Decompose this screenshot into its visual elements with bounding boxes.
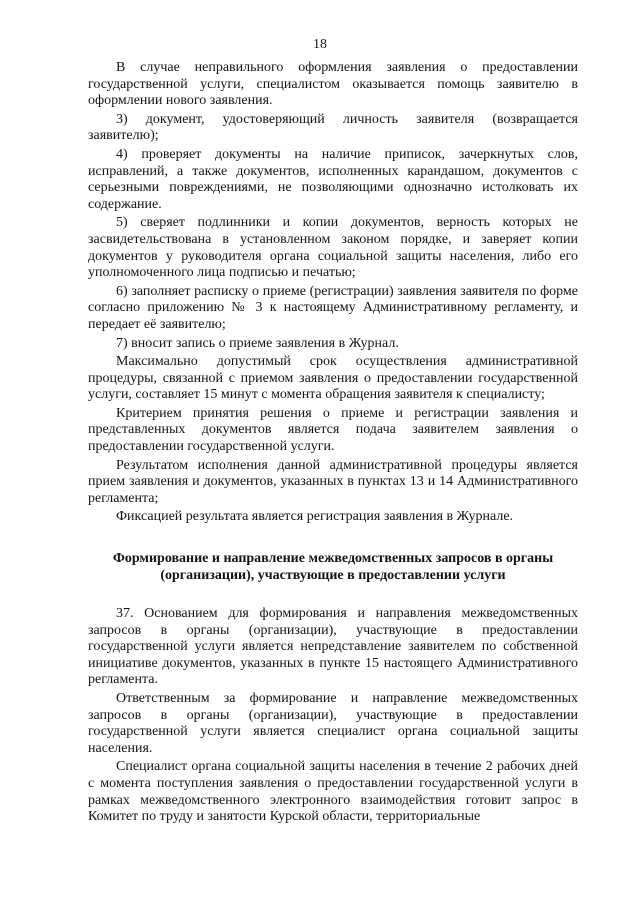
paragraph: Результатом исполнения данной административной процедуры является прием заявления и документов, указанных в пунктах 13 и 14 Административного регламента; — [88, 457, 578, 506]
paragraph: Ответственным за формирование и направление межведомственных запросов в органы (организации), участвующие в предоставлении государственной услуги является специалист органа социальной защиты населения. — [88, 691, 578, 756]
section-heading-line: Формирование и направление межведомственных запросов в органы — [112, 551, 554, 567]
paragraph: Фиксацией результата является регистрация заявления в Журнале. — [116, 509, 514, 525]
paragraph: 6) заполняет расписку о приеме (регистрации) заявления заявителя по форме согласно приложению № 3 к настоящему Административному регламенту, и передает её заявителю; — [88, 283, 578, 332]
paragraph: 5) сверяет подлинники и копии документов, верность которых не засвидетельствована в установленном законом порядке, и заверяет копии документов у руководителя органа социальной защиты населения, либо его уполномоченного лица подписью и печатью; — [88, 215, 578, 281]
page-number: 18 — [313, 37, 327, 52]
section-heading — [88, 550, 578, 584]
paragraph: 4) проверяет документы на наличие приписок, зачеркнутых слов, исправлений, а также документов, исполненных карандашом, документов с серьезными повреждениями, не позволяющими однозначно истолковать их содержание. — [88, 146, 578, 212]
document-body — [88, 60, 578, 826]
section-heading-line: (организации), участвующие в предоставлении услуги — [160, 568, 506, 584]
paragraph: 3) документ, удостоверяющий личность заявителя (возвращается заявителю); — [88, 111, 578, 144]
paragraph: Специалист органа социальной защиты населения в течение 2 рабочих дней с момента поступления заявления о предоставлении государственной услуги в рамках межведомственного электронного взаимодействия готовит запрос в Комитет по труду и занятости Курской области, территориальные — [88, 759, 578, 825]
paragraph: 37. Основанием для формирования и направления межведомственных запросов в органы (организации), участвующие в предоставлении государственной услуги является непредставление заявителем по собственной инициативе документов, указанных в пункте 15 настоящего Административного регламента. — [88, 606, 578, 688]
paragraph: Критерием принятия решения о приеме и регистрации заявления и представленных документов является подача заявителем заявления о предоставлении государственной услуги. — [88, 405, 578, 455]
paragraph: В случае неправильного оформления заявления о предоставлении государственной услуги, специалистом оказывается помощь заявителю в оформлении нового заявления. — [88, 60, 578, 109]
paragraph: Максимально допустимый срок осуществления административной процедуры, связанной с приемом заявления о предоставлении государственной услуги, составляет 15 минут с момента обращения заявителя к специалисту; — [88, 354, 578, 403]
paragraph: 7) вносит запись о приеме заявления в Журнал. — [116, 335, 399, 351]
